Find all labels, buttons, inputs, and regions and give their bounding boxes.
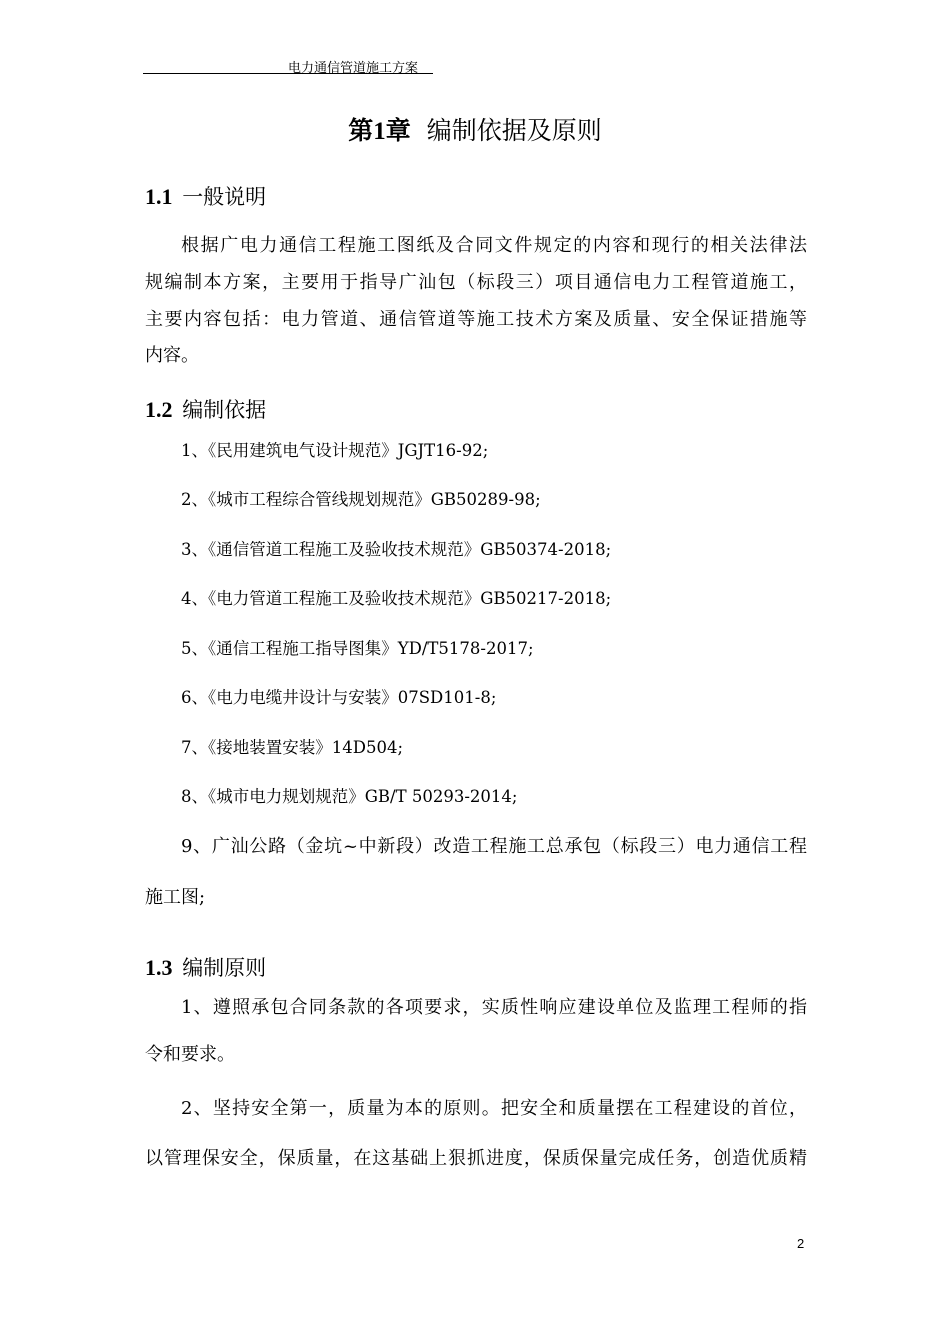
reference-item: 4、《电力管道工程施工及验收技术规范》GB50217-2018; — [181, 589, 612, 608]
paragraph-line: 根据广电力通信工程施工图纸及合同文件规定的内容和现行的相关法律法 — [181, 235, 807, 256]
section-heading-1-3 — [145, 953, 266, 983]
paragraph-line: 2、坚持安全第一，质量为本的原则。把安全和质量摆在工程建设的首位， — [181, 1098, 807, 1119]
reference-item: 1、《民用建筑电气设计规范》JGJT16-92; — [181, 441, 489, 460]
section-title: 编制原则 — [182, 956, 267, 980]
section-heading-1-1 — [145, 182, 266, 212]
paragraph-line: 令和要求。 — [145, 1044, 235, 1065]
section-heading-1-2 — [145, 395, 266, 425]
paragraph-line: 内容。 — [145, 345, 199, 366]
reference-item: 6、《电力电缆井设计与安装》07SD101-8; — [181, 688, 497, 707]
paragraph-line: 以管理保安全，保质量，在这基础上狠抓进度，保质保量完成任务，创造优质精 — [145, 1148, 807, 1169]
reference-item-continuation: 施工图; — [145, 887, 206, 908]
chapter-number: 第1章 — [348, 118, 411, 145]
paragraph-line: 主要内容包括：电力管道、通信管道等施工技术方案及质量、安全保证措施等 — [145, 309, 807, 330]
reference-item: 2、《城市工程综合管线规划规范》GB50289-98; — [181, 490, 541, 509]
section-number: 1.1 — [145, 184, 173, 209]
section-title: 编制依据 — [182, 398, 267, 422]
reference-item: 9、广汕公路（金坑~中新段）改造工程施工总承包（标段三）电力通信工程 — [181, 836, 807, 857]
chapter-title — [143, 113, 807, 150]
reference-item: 7、《接地装置安装》14D504; — [181, 738, 404, 757]
section-number: 1.3 — [145, 955, 173, 980]
reference-item: 8、《城市电力规划规范》GB/T 50293-2014; — [181, 787, 518, 806]
reference-item: 5、《通信工程施工指导图集》YD/T5178-2017; — [181, 639, 534, 658]
section-title: 一般说明 — [182, 185, 267, 209]
running-header: 电力通信管道施工方案 — [288, 61, 419, 76]
paragraph-line: 规编制本方案，主要用于指导广汕包（标段三）项目通信电力工程管道施工， — [145, 272, 807, 293]
paragraph-line: 1、遵照承包合同条款的各项要求，实质性响应建设单位及监理工程师的指 — [181, 997, 807, 1018]
section-number: 1.2 — [145, 397, 173, 422]
header-rule — [143, 73, 433, 74]
chapter-title-text: 编制依据及原则 — [426, 116, 602, 145]
reference-item: 3、《通信管道工程施工及验收技术规范》GB50374-2018; — [181, 540, 612, 559]
page-number: 2 — [797, 1236, 805, 1251]
